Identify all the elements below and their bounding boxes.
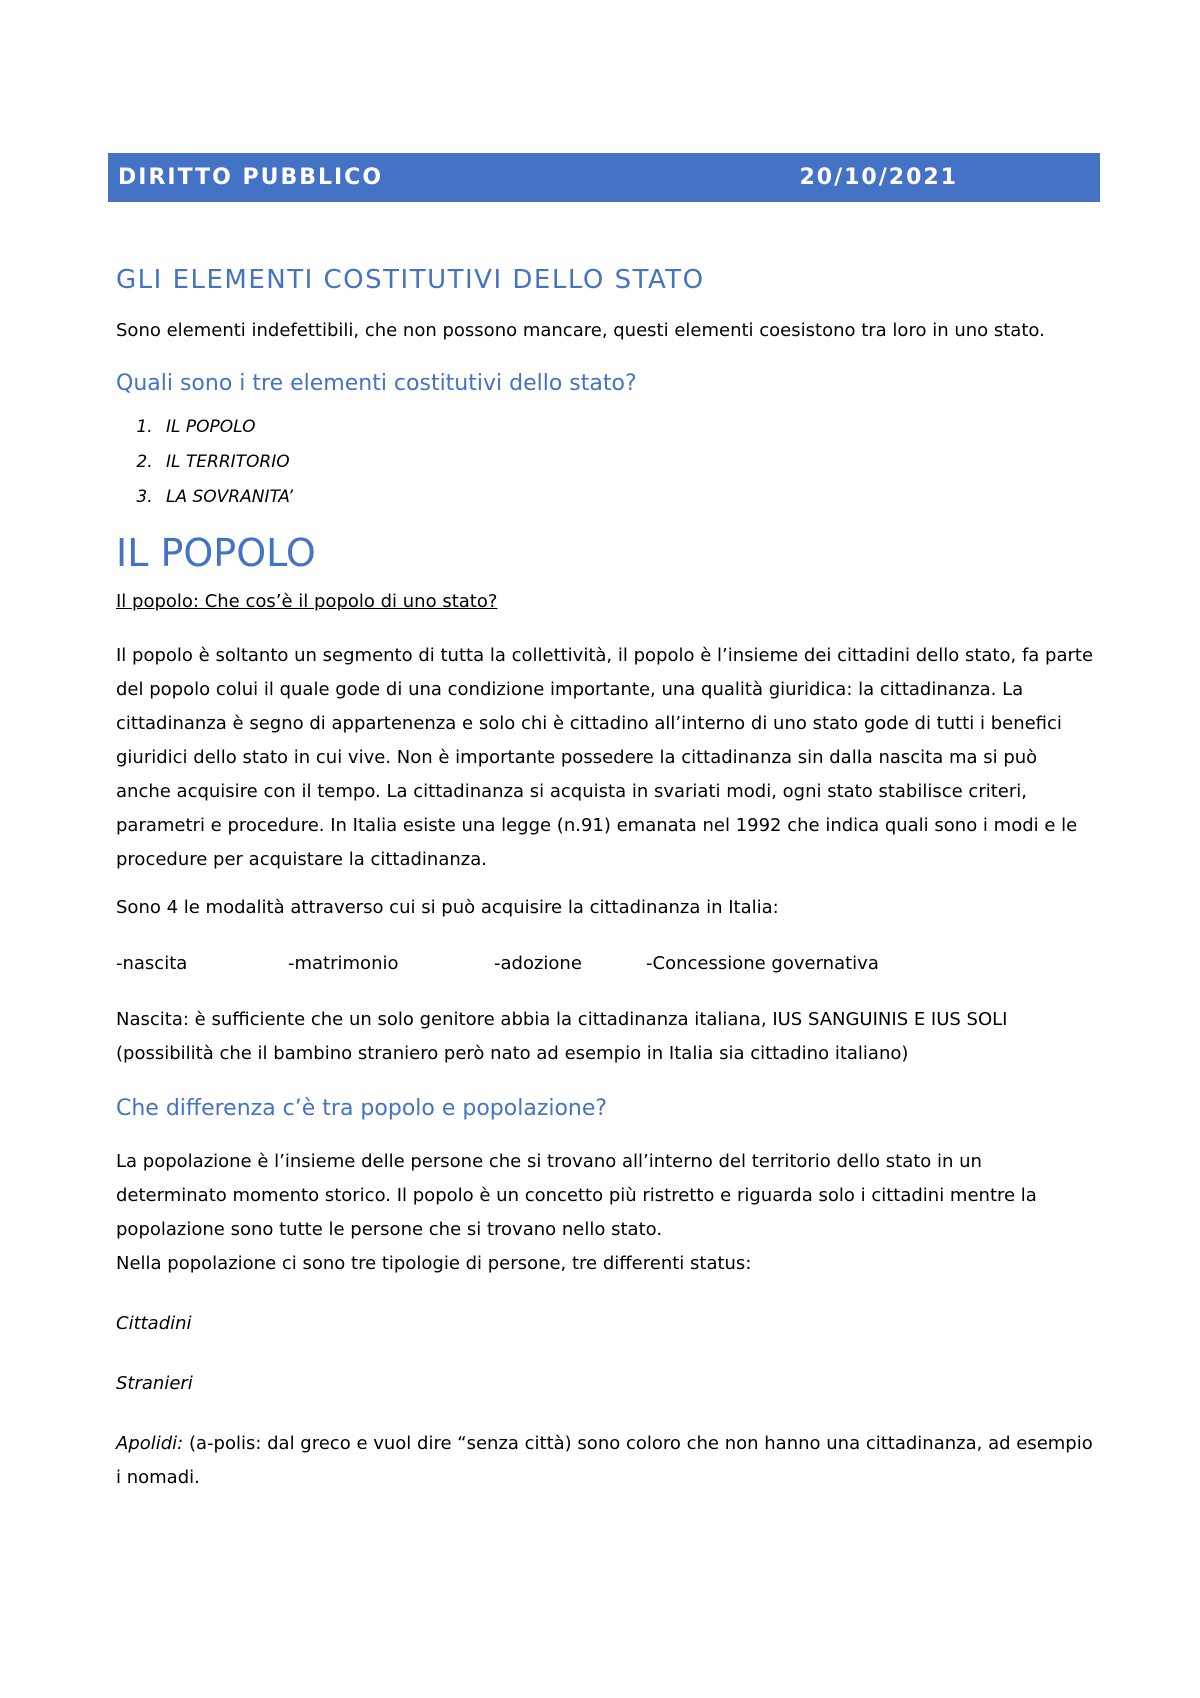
intro-paragraph: Sono elementi indefettibili, che non possono mancare, questi elementi coesistono tra loro in uno stato. bbox=[116, 320, 1045, 341]
modes-intro: Sono 4 le modalità attraverso cui si può acquisire la cittadinanza in Italia: bbox=[116, 897, 779, 918]
status-stranieri: Stranieri bbox=[116, 1373, 193, 1394]
nascita-paragraph: Nascita: è sufficiente che un solo genitore abbia la cittadinanza italiana, IUS SANGUINIS E IUS SOLI (possibilità che il bambino straniero però nato ad esempio in Italia sia cittadino italiano) bbox=[116, 1009, 1008, 1064]
status-intro: Nella popolazione ci sono tre tipologie di persone, tre differenti status: bbox=[116, 1253, 752, 1274]
mode-item: -nascita bbox=[116, 953, 188, 974]
section-title-popolo: IL POPOLO bbox=[116, 531, 316, 575]
document-content bbox=[116, 258, 1096, 1495]
apolidi-label: Apolidi: bbox=[116, 1433, 184, 1454]
popolazione-paragraph: La popolazione è l’insieme delle persone che si trovano all’interno del territorio dello stato in un determinato momento storico. Il popolo è un concetto più ristretto e riguarda solo i cittadini mentre la popolazione sono tutte le persone che si trovano nello stato. bbox=[116, 1151, 1037, 1240]
header-date: 20/10/2021 bbox=[799, 165, 958, 190]
popolo-paragraph: Il popolo è soltanto un segmento di tutta la collettività, il popolo è l’insieme dei cittadini dello stato, fa parte del popolo colui il quale gode di una condizione importante, una qualità giuridica: la cittadinanza. La cittadinanza è segno di appartenenza e solo chi è cittadino all’interno di uno stato gode di tutti i benefici giuridici dello stato in cui vive. Non è importante possedere la cittadinanza sin dalla nascita ma si può anche acquisire con il tempo. La cittadinanza si acquista in svariati modi, ogni stato stabilisce criteri, parametri e procedure. In Italia esiste una legge (n.91) emanata nel 1992 che indica quali sono i modi e le procedure per acquistare la cittadinanza. bbox=[116, 645, 1094, 870]
list-item: 2. IL TERRITORIO bbox=[158, 445, 1096, 480]
mode-item: -matrimonio bbox=[288, 953, 399, 974]
question-heading-elementi: Quali sono i tre elementi costitutivi dello stato? bbox=[116, 371, 637, 396]
section-title-elementi: GLI ELEMENTI COSTITUTIVI DELLO STATO bbox=[116, 265, 705, 295]
mode-item: -Concessione governativa bbox=[646, 953, 879, 974]
popolo-subquestion: Il popolo: Che cos’è il popolo di uno stato? bbox=[116, 591, 498, 612]
mode-item: -adozione bbox=[494, 953, 582, 974]
list-item: 3. LA SOVRANITA’ bbox=[158, 480, 1096, 515]
elements-list bbox=[116, 410, 1096, 515]
status-cittadini: Cittadini bbox=[116, 1313, 192, 1334]
list-item: 1. IL POPOLO bbox=[158, 410, 1096, 445]
status-apolidi bbox=[116, 1427, 1096, 1495]
modes-row bbox=[116, 947, 1096, 981]
header-bar bbox=[108, 153, 1100, 202]
header-subject: DIRITTO PUBBLICO bbox=[118, 165, 384, 190]
question-heading-differenza: Che differenza c’è tra popolo e popolazione? bbox=[116, 1096, 608, 1121]
apolidi-text: (a-polis: dal greco e vuol dire “senza città) sono coloro che non hanno una cittadinanza, ad esempio i nomadi. bbox=[116, 1433, 1093, 1488]
